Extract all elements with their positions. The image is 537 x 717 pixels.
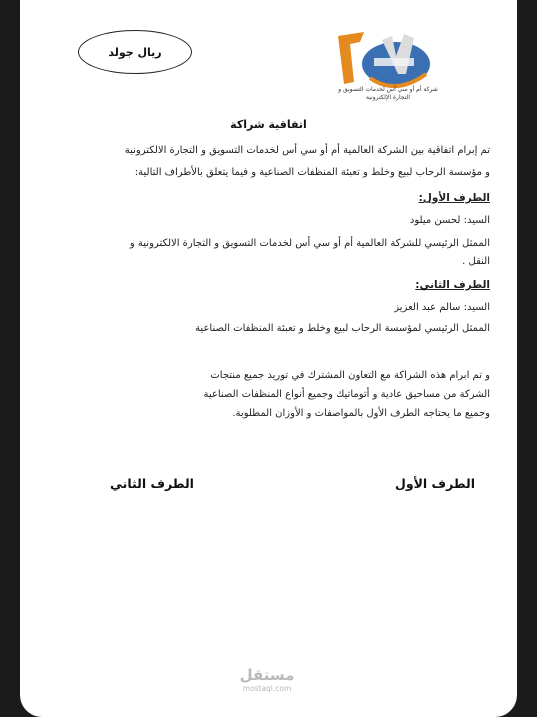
name-oval [78,30,192,74]
party1-name: السيد: لحسن ميلود [409,215,490,226]
watermark [234,666,300,695]
signature-second-party: الطرف الثاني [110,476,194,491]
party2-name: السيد: سالم عبد العزيز [394,302,490,313]
watermark-arabic: مستقل [239,666,295,684]
body-line-2: الشركة من مساحيق عادية و أتوماتيك وجميع أنواع المنظفات الصناعية [203,389,490,400]
signature-first-party: الطرف الأول [394,476,475,491]
intro-line-2: و مؤسسة الرحاب لبيع وخلط و تعبئة المنظفات الصناعية و فيما يتعلق بالأطراف التالية: [134,167,490,178]
party1-role-line-1: الممثل الرئيسي للشركة العالمية أم أو سي أس لخدمات التسويق و التجارة الالكترونية و [129,238,490,249]
watermark-latin: mostaql.com [242,684,292,693]
document-page [20,0,517,717]
party1-heading: الطرف الأول: [418,192,490,204]
party2-role: الممثل الرئيسي لمؤسسة الرحاب لبيع وخلط و تعبئة المنظفات الصناعية [195,323,490,334]
party2-heading: الطرف الثاني: [415,279,490,291]
intro-line-1: تم إبرام اتفاقية بين الشركة العالمية أم أو سي أس لخدمات التسويق و التجارة الالكترونية [124,145,490,156]
party1-role-line-2: النقل . [462,256,490,267]
oval-name-text: ريال جولد [108,45,162,59]
document-title: اتفاقية شراكة [230,118,307,131]
body-line-1: و تم ابرام هذه الشراكة مع التعاون المشترك في توريد جميع منتجات [210,370,490,381]
body-line-3: وجميع ما يحتاجه الطرف الأول بالمواصفات و الأوزان المطلوبة. [232,408,490,419]
logo-caption: شركة أم أو سي أس لخدمات التسويق و التجارة الإلكترونية [338,86,438,101]
